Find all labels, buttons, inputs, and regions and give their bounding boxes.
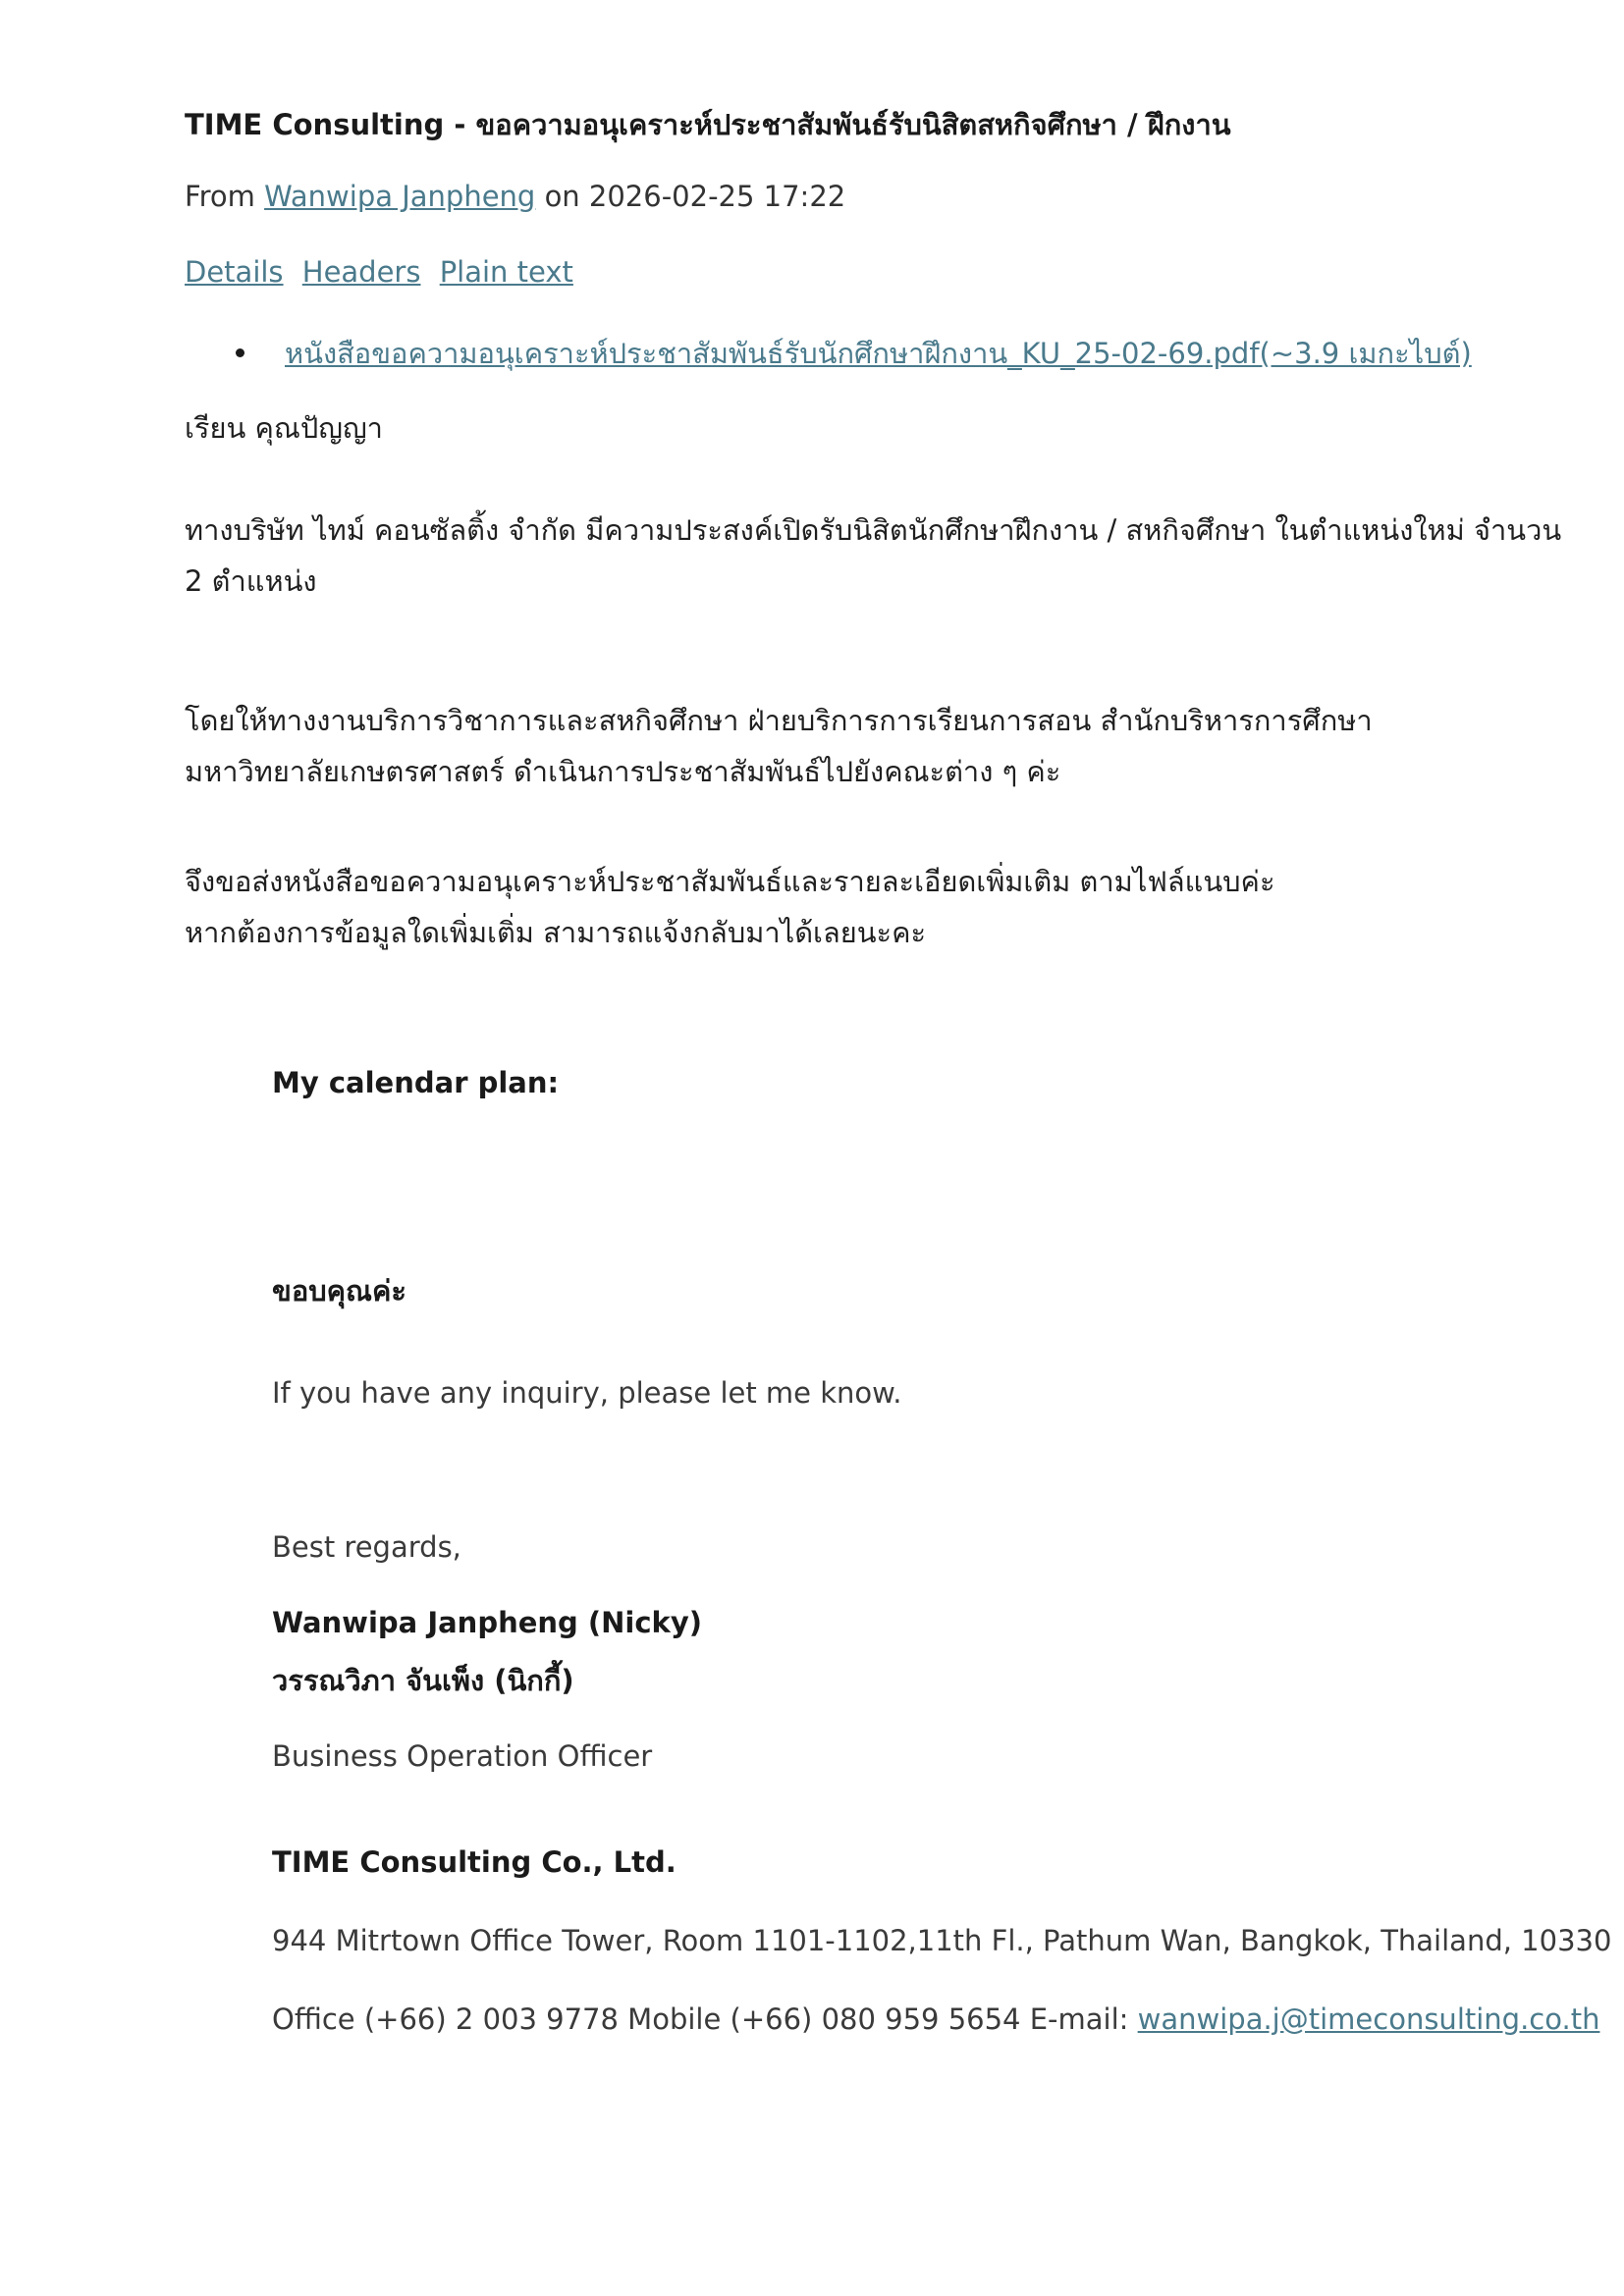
signer-name-th: วรรณวิภา จันเพ็ง (นิกกี้): [272, 1664, 574, 1697]
attachment-list: [185, 331, 1472, 376]
on-label: on: [544, 180, 580, 213]
paragraph-1-line-1: ทางบริษัท ไทม์ คอนซัลติ้ง จำกัด มีความประสงค์เปิดรับนิสิตนักศึกษาฝึกงาน / สหกิจศึกษา ในตำแหน่งใหม่ จำนวน: [185, 513, 1562, 547]
contact-text: Office (+66) 2 003 9778 Mobile (+66) 080 959 5654 E-mail:: [272, 2002, 1129, 2036]
paragraph-3: [185, 856, 1275, 958]
company-address: 944 Mitrtown Office Tower, Room 1101-1102,11th Fl., Pathum Wan, Bangkok, Thailand, 10330: [272, 1924, 1612, 1957]
details-link[interactable]: Details: [185, 255, 284, 289]
view-links: [185, 255, 583, 289]
paragraph-3-line-1: จึงขอส่งหนังสือขอความอนุเคราะห์ประชาสัมพันธ์และรายละเอียดเพิ่มเติม ตามไฟล์แนบค่ะ: [185, 865, 1275, 898]
paragraph-2: [185, 695, 1373, 797]
attachment-link[interactable]: หนังสือขอความอนุเคราะห์ประชาสัมพันธ์รับนักศึกษาฝึกงาน_KU_25-02-69.pdf(~3.9 เมกะไบต์): [285, 337, 1472, 370]
company-name: TIME Consulting Co., Ltd.: [272, 1845, 677, 1879]
email-date: 2026-02-25 17:22: [588, 180, 846, 213]
sender-link[interactable]: Wanwipa Janpheng: [264, 180, 536, 213]
inquiry-text: If you have any inquiry, please let me know.: [272, 1376, 902, 1410]
paragraph-1: [185, 505, 1561, 607]
regards-text: Best regards,: [272, 1530, 461, 1564]
plain-text-link[interactable]: Plain text: [439, 255, 573, 289]
calendar-plan-label: My calendar plan:: [272, 1066, 560, 1099]
paragraph-2-line-1: โดยให้ทางงานบริการวิชาการและสหกิจศึกษา ฝ่ายบริการการเรียนการสอน สำนักบริหารการศึกษา: [185, 704, 1373, 737]
thanks-text: ขอบคุณค่ะ: [272, 1274, 406, 1308]
from-label: From: [185, 180, 255, 213]
email-link[interactable]: wanwipa.j@timeconsulting.co.th: [1137, 2002, 1600, 2036]
attachment-item: [185, 331, 1472, 376]
headers-link[interactable]: Headers: [301, 255, 421, 289]
paragraph-3-line-2: หากต้องการข้อมูลใดเพิ่มเติ่ม สามารถแจ้งกลับมาได้เลยนะคะ: [185, 916, 927, 949]
email-subject: TIME Consulting - ขอความอนุเคราะห์ประชาสัมพันธ์รับนิสิตสหกิจศึกษา / ฝึกงาน: [185, 108, 1231, 141]
greeting: เรียน คุณปัญญา: [185, 411, 383, 445]
contact-line: [272, 2002, 1599, 2036]
signer-title: Business Operation Officer: [272, 1739, 653, 1773]
paragraph-2-line-2: มหาวิทยาลัยเกษตรศาสตร์ ดำเนินการประชาสัมพันธ์ไปยังคณะต่าง ๆ ค่ะ: [185, 755, 1061, 788]
paragraph-1-line-2: 2 ตำแหน่ง: [185, 564, 317, 598]
email-meta: [185, 180, 845, 213]
signer-name-en: Wanwipa Janpheng (Nicky): [272, 1606, 703, 1639]
